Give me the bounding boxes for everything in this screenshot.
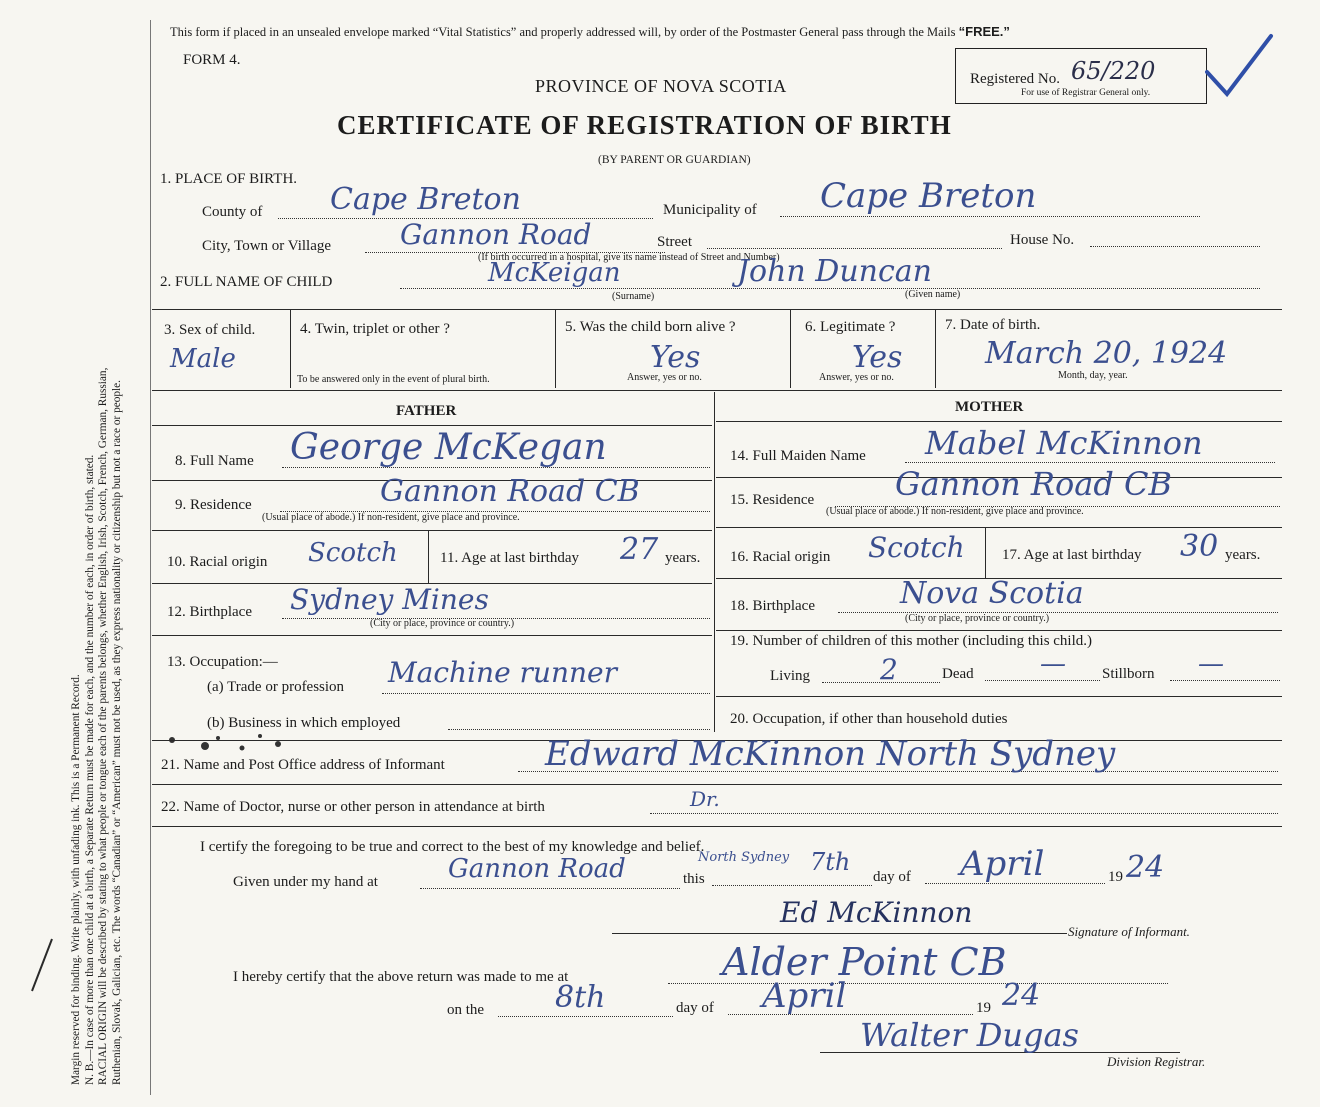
surname-caption: (Surname) [612, 291, 655, 302]
form-number: FORM 4. [183, 52, 241, 68]
margin-notes [70, 10, 124, 1085]
father-residence-note: (Usual place of abode.) If non-resident, give place and province. [262, 512, 520, 523]
father-age-value: 27 [620, 532, 659, 567]
father-age-label: 11. Age at last birthday [440, 550, 579, 566]
mother-residence-note: (Usual place of abode.) If non-resident, give place and province. [826, 506, 1084, 517]
mother-residence-value: Gannon Road CB [895, 465, 1172, 503]
margin-note-4: Ruthenian, Slovak, Galician, etc. The words “Canadian” or “American” must not be used, as they express nationality or citizenship but not a race or people. [110, 379, 123, 1085]
born-alive-value: Yes [650, 340, 701, 375]
given-name-caption: (Given name) [905, 289, 961, 300]
twin-label: 4. Twin, triplet or other ? [300, 321, 450, 337]
registrar-year-prefix: 19 [976, 1000, 991, 1016]
county-label: County of [202, 204, 263, 220]
date-of-birth-label: 7. Date of birth. [945, 317, 1041, 333]
mother-age-value: 30 [1180, 529, 1219, 564]
given-day-of-label: day of [873, 869, 911, 885]
child-surname-value: McKeigan [488, 258, 621, 288]
child-name-label: 2. FULL NAME OF CHILD [160, 274, 333, 290]
street-underline [707, 248, 1002, 249]
street-label: Street [657, 234, 692, 250]
check-mark-icon [1205, 32, 1275, 102]
postal-note [170, 24, 1010, 40]
municipality-underline [780, 216, 1200, 217]
legitimate-value: Yes [852, 340, 903, 375]
binding-margin-line [150, 20, 151, 1095]
father-racial-value: Scotch [308, 538, 398, 568]
father-birthplace-value: Sydney Mines [290, 583, 489, 616]
municipality-value: Cape Breton [820, 176, 1037, 216]
place-of-birth-heading: 1. PLACE OF BIRTH. [160, 171, 298, 187]
father-trade-label: (a) Trade or profession [207, 679, 345, 695]
mother-residence-label: 15. Residence [730, 492, 815, 508]
mother-years: years. [1225, 547, 1261, 563]
registrar-month-value: April [762, 976, 847, 1016]
dead-label: Dead [942, 666, 974, 682]
mother-racial-label: 16. Racial origin [730, 549, 831, 565]
mother-birthplace-note: (City or place, province or country.) [905, 613, 1050, 624]
registrar-place-value: Alder Point CB [722, 940, 1007, 984]
father-heading: FATHER [396, 403, 457, 419]
father-residence-value: Gannon Road CB [380, 474, 640, 509]
father-business-label: (b) Business in which employed [207, 715, 401, 731]
sex-label: 3. Sex of child. [164, 322, 256, 338]
father-occupation-label: 13. Occupation:— [167, 654, 278, 670]
certificate-subtitle: (BY PARENT OR GUARDIAN) [598, 154, 751, 166]
registered-label: Registered No. [970, 71, 1060, 87]
parents-divider [714, 392, 715, 732]
mother-occupation-label: 20. Occupation, if other than household duties [730, 711, 1008, 727]
legitimate-label: 6. Legitimate ? [805, 319, 896, 335]
date-of-birth-value: March 20, 1924 [985, 336, 1228, 371]
informant-signature-caption: Signature of Informant. [1068, 924, 1190, 939]
mother-name-label: 14. Full Maiden Name [730, 448, 866, 464]
mother-children-label: 19. Number of children of this mother (including this child.) [730, 633, 1093, 649]
city-label: City, Town or Village [202, 238, 332, 254]
given-month-value: April [960, 844, 1045, 884]
dead-value: — [1040, 649, 1066, 679]
registrar-statement: I hereby certify that the above return was made to me at [233, 969, 569, 985]
father-birthplace-note: (City or place, province or country.) [370, 618, 515, 629]
certificate-title: CERTIFICATE OF REGISTRATION OF BIRTH [337, 110, 952, 140]
informant-value: Edward McKinnon North Sydney [545, 734, 1116, 774]
born-alive-caption: Answer, yes or no. [627, 372, 702, 383]
rule-bottom-row3 [152, 390, 1282, 391]
given-place-value: Gannon Road [448, 854, 626, 884]
rule-top-row3 [152, 309, 1282, 310]
registration-box [955, 48, 1207, 104]
margin-note-3: RACIAL ORIGIN will be described by stating to what people or tongue each of the parents belongs, whether English, Irish, Scotch, French, German, Russian, [97, 367, 109, 1085]
county-value: Cape Breton [330, 182, 521, 217]
twin-note: To be answered only in the event of plural birth. [297, 374, 490, 385]
mother-racial-value: Scotch [868, 531, 965, 564]
certify-statement: I certify the foregoing to be true and correct to the best of my knowledge and belief. [200, 839, 705, 855]
father-birthplace-label: 12. Birthplace [167, 604, 252, 620]
living-value: 2 [880, 653, 898, 686]
registrar-signature-value: Walter Dugas [860, 1016, 1079, 1054]
doctor-value: Dr. [690, 787, 720, 811]
registered-note: For use of Registrar General only. [1021, 88, 1151, 98]
given-day-value: 7th [810, 848, 851, 876]
given-place-extra: North Sydney [698, 850, 790, 865]
given-year-value: 24 [1126, 850, 1165, 885]
municipality-label: Municipality of [663, 202, 757, 218]
hospital-note: (If birth occurred in a hospital, give its name instead of Street and Number) [478, 252, 780, 263]
doctor-label: 22. Name of Doctor, nurse or other person in attendance at birth [161, 799, 545, 815]
registrar-year-value: 24 [1002, 978, 1041, 1013]
father-trade-value: Machine runner [388, 656, 617, 689]
informant-label: 21. Name and Post Office address of Informant [161, 757, 445, 773]
mother-birthplace-label: 18. Birthplace [730, 598, 815, 614]
father-residence-label: 9. Residence [175, 497, 252, 513]
province-heading: PROVINCE OF NOVA SCOTIA [535, 76, 787, 96]
registrar-day-of-label: day of [676, 1000, 714, 1016]
sex-value: Male [170, 344, 236, 374]
date-of-birth-caption: Month, day, year. [1058, 370, 1128, 381]
born-alive-label: 5. Was the child born alive ? [565, 319, 736, 335]
child-given-name-value: John Duncan [737, 254, 932, 289]
legitimate-caption: Answer, yes or no. [819, 372, 894, 383]
registrar-signature-caption: Division Registrar. [1107, 1054, 1206, 1069]
margin-tick-icon [28, 935, 58, 995]
mother-age-label: 17. Age at last birthday [1002, 547, 1142, 563]
this-label: this [683, 871, 705, 887]
margin-note-2: N. B.—In case of more than one child at a birth, a Separate Return must be made for each, and the number of each, in order of birth, stated. [83, 454, 96, 1085]
margin-note-1: Margin reserved for binding. Write plainly, with unfading ink. This is a Permanent Record. [70, 674, 82, 1085]
house-number-underline [1090, 246, 1260, 247]
ink-splatter-icon [160, 728, 290, 758]
father-racial-label: 10. Racial origin [167, 554, 268, 570]
postal-note-text: This form if placed in an unsealed envelope marked “Vital Statistics” and properly addressed will, by order of the Postmaster General pass through the Mails [170, 25, 956, 39]
informant-signature-line [612, 933, 1067, 934]
mother-heading: MOTHER [955, 399, 1024, 415]
registrar-on-the-label: on the [447, 1002, 485, 1018]
father-name-value: George McKegan [290, 427, 607, 468]
mother-name-value: Mabel McKinnon [925, 424, 1203, 462]
postal-note-free: “FREE.” [958, 24, 1010, 39]
given-under-label: Given under my hand at [233, 874, 378, 890]
father-years: years. [665, 550, 701, 566]
mother-birthplace-value: Nova Scotia [900, 576, 1084, 611]
house-number-label: House No. [1010, 232, 1075, 248]
city-value: Gannon Road [400, 218, 592, 251]
registered-number: 65/220 [1071, 57, 1156, 85]
informant-signature-value: Ed McKinnon [780, 896, 973, 929]
given-year-prefix: 19 [1108, 869, 1123, 885]
father-name-label: 8. Full Name [175, 453, 254, 469]
stillborn-label: Stillborn [1102, 666, 1155, 682]
living-label: Living [770, 668, 810, 684]
registrar-day-value: 8th [555, 980, 606, 1015]
stillborn-value: — [1198, 649, 1224, 679]
